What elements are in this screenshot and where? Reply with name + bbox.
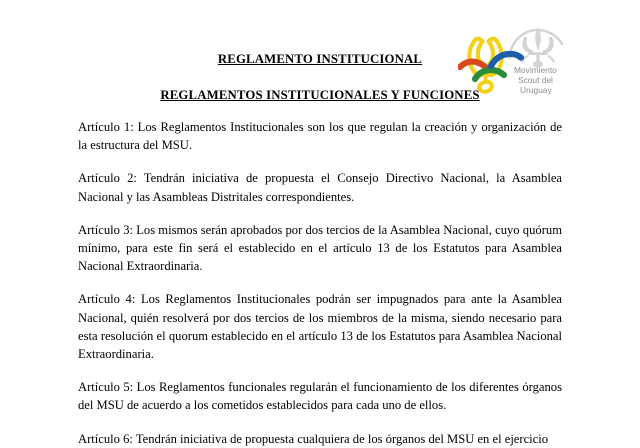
logo-org-line-3: Uruguay [520,85,552,95]
logo-org-line-1: Movimiento [514,65,557,75]
document-subtitle: REGLAMENTOS INSTITUCIONALES Y FUNCIONES [160,88,480,102]
document-headings [78,50,562,104]
article-paragraph: Artículo 4: Los Reglamentos Institucionales podrán ser impugnados para ante la Asamblea Nacional, quién resolverá por dos tercios de los miembros de la misma, siendo necesario para esta resolución el quorum establecido en el artículo 13 de los Estatutos para Asamblea Nacional Extraordinaria. [78,292,562,362]
article-paragraph: Artículo 6: Tendrán iniciativa de propuesta cualquiera de los órganos del MSU en el ejercicio [78,431,549,446]
document-title: REGLAMENTO INSTITUCIONAL [217,52,423,66]
article-paragraph: Artículo 2: Tendrán iniciativa de propuesta el Consejo Directivo Nacional, la Asamblea Nacional y las Asambleas Distritales correspondientes. [78,171,562,204]
article-paragraph: Artículo 1: Los Reglamentos Institucionales son los que regulan la creación y organización de la estructura del MSU. [78,120,562,153]
logo-org-line-2: Scout del [518,75,553,85]
article-paragraph: Artículo 3: Los mismos serán aprobados por dos tercios de la Asamblea Nacional, cuyo quórum mínimo, para este fin será el establecido en el artículo 13 de los Estatutos para Asamblea Nacional Extraordinaria. [78,222,562,274]
article-paragraph: Artículo 5: Los Reglamentos funcionales regularán el funcionamiento de los diferentes órganos del MSU de acuerdo a los cometidos establecidos para cada uno de ellos. [78,380,562,413]
document-body [78,118,562,448]
